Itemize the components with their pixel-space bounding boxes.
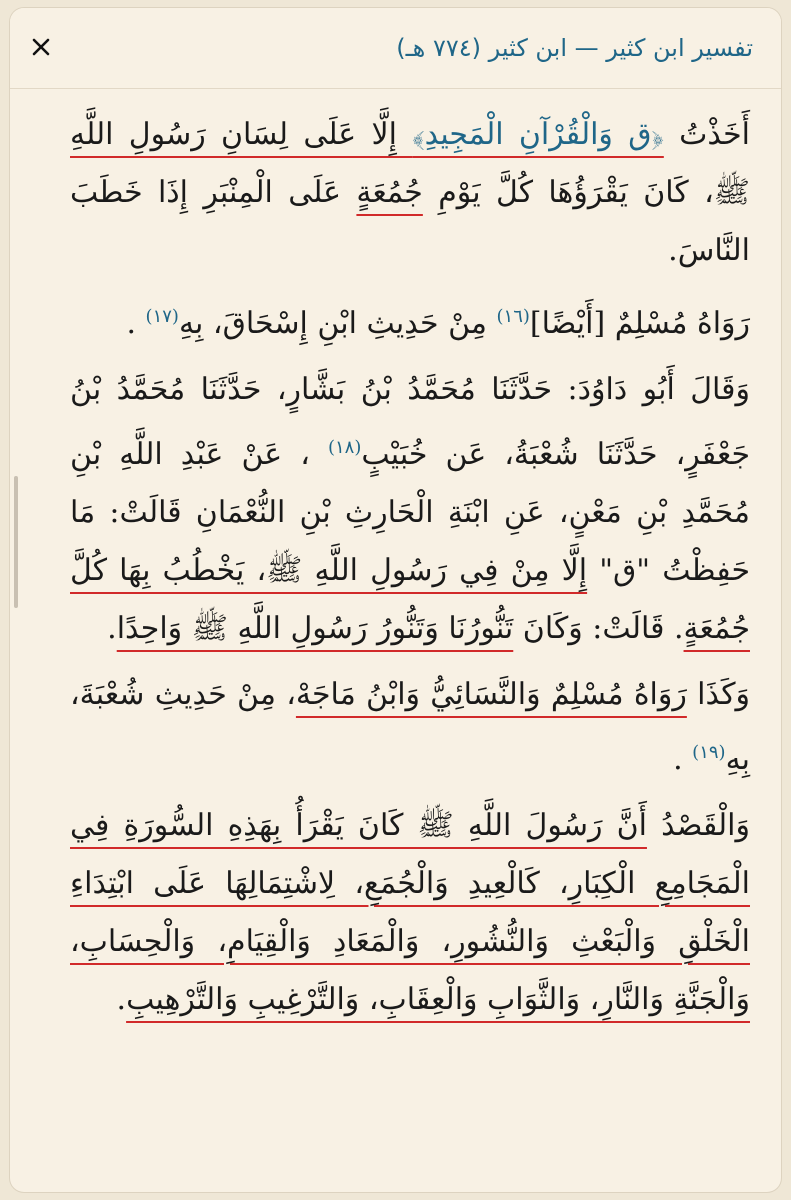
text-segment: ، عَنْ عَبْدِ اللَّهِ بْنِ مُحَمَّدِ بْنِ مَعْنٍ، عَنِ ابْنَةِ الْحَارِثِ بْنِ النُّعْمَانِ قَالَتْ: مَا حَفِظْتُ "ق" <box>70 437 751 588</box>
reader-panel <box>10 8 781 1192</box>
highlighted-text: جُمُعَةٍ <box>356 175 423 210</box>
paragraph <box>70 288 750 353</box>
text-segment: وَالْقَصْدُ <box>646 808 750 843</box>
paragraph <box>70 361 750 658</box>
text-segment: ﷺ، كَانَ يَقْرَؤُهَا كُلَّ يَوْمِ <box>422 175 750 210</box>
text-segment: . <box>126 306 146 341</box>
close-button[interactable] <box>24 30 58 64</box>
text-segment: . <box>673 742 693 777</box>
paragraph <box>70 797 750 1029</box>
text-segment: مِنْ حَدِيثِ ابْنِ إِسْحَاقَ، بِهِ <box>178 306 497 341</box>
text-segment: عَلَى الْمِنْبَرِ إِذَا خَطَبَ النَّاسَ. <box>70 175 750 268</box>
paragraph <box>70 106 750 280</box>
footnote-marker[interactable]: (١٩) <box>692 742 726 763</box>
text-body <box>70 106 750 1037</box>
text-segment: . <box>107 611 117 646</box>
text-segment: وَقَالَ أَبُو دَاوُدَ: حَدَّثَنَا مُحَمَّدُ بْنُ بَشَّارٍ، حَدَّثَنَا مُحَمَّدُ بْنُ جَعْفَرٍ، حَدَّثَنَا شُعْبَةُ، عَن خُبَيْبٍ <box>70 372 750 472</box>
highlighted-text: تَنُّورُنَا وَتَنُّورُ رَسُولِ اللَّهِ ﷺ وَاحِدًا <box>116 611 514 646</box>
text-segment: رَوَاهُ مُسْلِمٌ [أَيْضًا] <box>529 306 750 341</box>
highlighted-text: أَنَّ رَسُولَ اللَّهِ ﷺ كَانَ يَقْرَأُ بِهَذِهِ السُّورَةِ فِي الْمَجَامِعِ الْكِبَارِ، كَالْعِيدِ وَالْجُمَعِ، لِاشْتِمَالِهَا عَلَى ابْتِدَاءِ الْخَلْقِ وَالْبَعْثِ وَالنُّشُورِ، وَالْمَعَادِ وَالْقِيَامِ، وَالْحِسَابِ، وَالْجَنَّةِ وَالنَّارِ، وَالثَّوَابِ وَالْعِقَابِ، وَالتَّرْغِيبِ وَالتَّرْهِيبِ <box>70 808 750 1017</box>
text-segment: أَخَذْتُ <box>663 117 750 152</box>
scrollbar[interactable] <box>14 476 18 608</box>
highlighted-text: رَوَاهُ مُسْلِمٌ وَالنَّسَائِيُّ وَابْنُ مَاجَهْ <box>295 677 687 712</box>
text-segment: . قَالَتْ: وَكَانَ <box>513 611 684 646</box>
text-segment: ، مِنْ حَدِيثِ شُعْبَةَ، بِهِ <box>70 677 750 777</box>
footnote-marker[interactable]: (١٦) <box>496 306 530 327</box>
text-segment: وَكَذَا <box>686 677 750 712</box>
highlighted-text: ﴿ق وَالْقُرْآنِ الْمَجِيدِ﴾ <box>412 117 664 152</box>
close-icon[interactable] <box>31 37 51 57</box>
header-bar <box>10 8 781 89</box>
text-segment: . <box>116 982 127 1017</box>
page-title: تفسير ابن كثير — ابن كثير (٧٧٤ هـ) <box>396 34 753 62</box>
highlighted-text: إِلَّا عَلَى لِسَانِ رَسُولِ اللَّهِ <box>70 117 413 152</box>
highlighted-text: إِلَّا مِنْ فِي رَسُولِ اللَّهِ ﷺ، يَخْطُبُ بِهَا كُلَّ جُمُعَةٍ <box>70 553 750 646</box>
footnote-marker[interactable]: (١٧) <box>145 306 179 327</box>
paragraph <box>70 666 750 789</box>
footnote-marker[interactable]: (١٨) <box>327 437 362 458</box>
